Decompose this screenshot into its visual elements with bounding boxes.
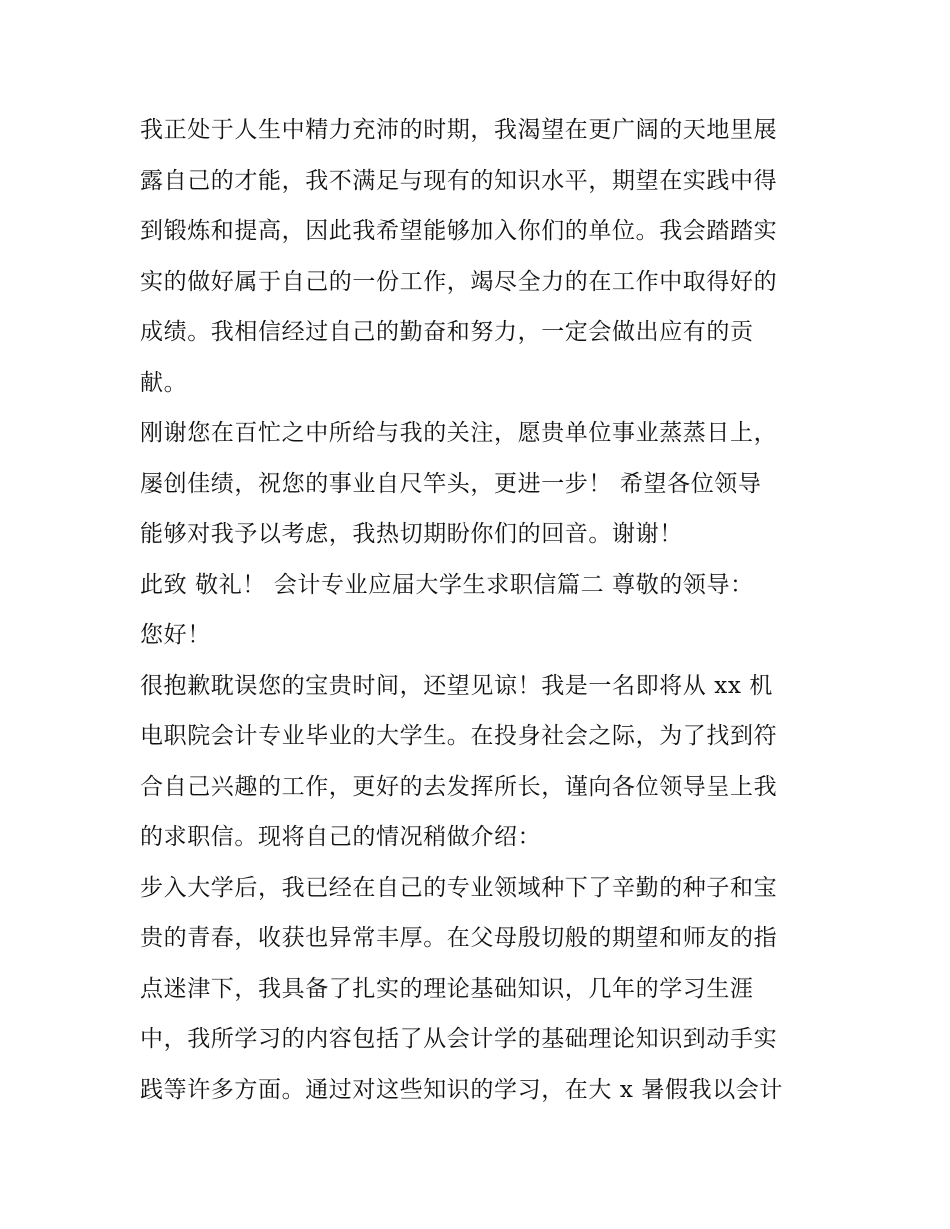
text-line: 电职院会计专业毕业的大学生。在投身社会之际，为了找到符 <box>140 723 778 749</box>
text-line: 成绩。我相信经过自己的勤奋和努力，一定会做出应有的贡 <box>140 319 754 345</box>
text-line: 屡创佳绩，祝您的事业自尺竿头，更进一步！ 希望各位领导 <box>140 470 762 497</box>
text-line: 步入大学后，我已经在自己的专业领域种下了辛勤的种子和宝 <box>140 874 778 901</box>
text-line: 能够对我予以考虑，我热切期盼你们的回音。谢谢！ <box>140 521 683 547</box>
text-line: 很抱歉耽误您的宝贵时间，还望见谅！我是一名即将从 xx 机 <box>140 672 773 699</box>
text-line: 献。 <box>140 369 188 396</box>
text-line: 我正处于人生中精力充沛的时期，我渴望在更广阔的天地里展 <box>140 117 778 143</box>
document-body <box>140 105 820 1115</box>
text-line: 点迷津下，我具备了扎实的理论基础知识，几年的学习生涯 <box>140 975 754 1002</box>
text-line: 践等许多方面。通过对这些知识的学习，在大 x 暑假我以会计 <box>140 1076 783 1103</box>
text-line: 合自己兴趣的工作，更好的去发挥所长，谨向各位领导呈上我 <box>140 773 778 800</box>
text-line: 您好！ <box>140 622 211 648</box>
text-line: 刚谢您在百忙之中所给与我的关注，愿贵单位事业蒸蒸日上， <box>140 420 778 446</box>
text-line: 的求职信。现将自己的情况稍做介绍： <box>140 824 542 850</box>
text-line: 贵的青春，收获也异常丰厚。在父母殷切般的期望和师友的指 <box>140 925 778 951</box>
text-line: 实的做好属于自己的一份工作，竭尽全力的在工作中取得好的 <box>140 268 778 295</box>
text-line: 中，我所学习的内容包括了从会计学的基础理论知识到动手实 <box>140 1026 778 1052</box>
text-line: 此致 敬礼！ 会计专业应届大学生求职信篇二 尊敬的领导： <box>140 571 754 598</box>
text-line: 露自己的才能，我不满足与现有的知识水平，期望在实践中得 <box>140 167 778 194</box>
text-line: 到锻炼和提高，因此我希望能够加入你们的单位。我会踏踏实 <box>140 218 778 244</box>
